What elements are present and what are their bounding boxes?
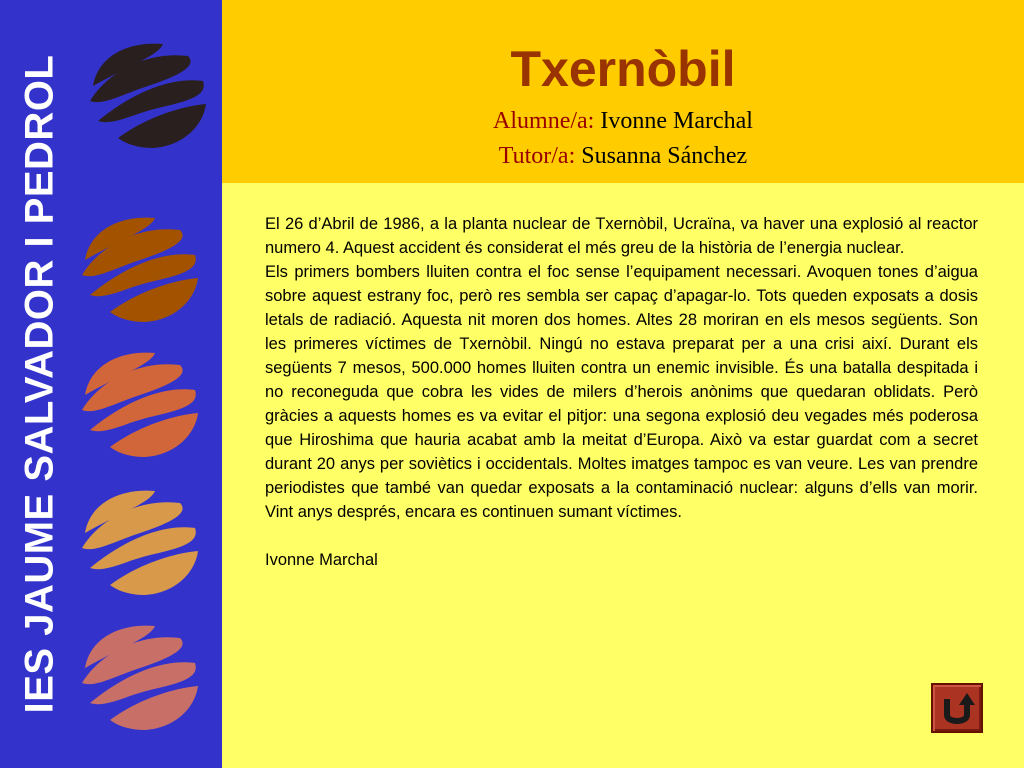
tutor-label: Tutor/a: [498, 143, 576, 169]
logo-icon-5 [82, 626, 198, 730]
page-title: Txernòbil [510, 41, 736, 97]
school-logos [0, 0, 222, 768]
logo-icon-1 [90, 44, 206, 148]
logo-icon-2 [82, 218, 198, 322]
logo-icon-3 [82, 353, 198, 457]
paragraph-main: Els primers bombers lluiten contra el foc sense l’equipament necessari. Avoquen tones d’aigua sobre aquest estrany foc, però res sembla ser capaç d’apagar-lo. Tots queden exposats a dosis letals de radiació. Aquesta nit moren dos homes. Altes 28 moriran en els mesos següents. Son les primeres víctimes de Txernòbil. Ningú no estava preparat per a una crisi així. Durant els següents 7 mesos, 500.000 homes lluiten contra un enemic invisible. És una batalla despitada i no reconeguda que cobra les vides de milers d’herois anònims que quedaran oblidats. Però gràcies a aquests homes es va evitar el pitjor: una segona explosió deu vegades més poderosa que Hiroshima que hauria acabat amb la meitat d’Europa. Això va estar guardat com a secret durant 20 anys per soviètics i occidentals. Moltes imatges tampoc es van veure. Les van prendre periodistes que també van quedar exposats a la contaminació nuclear: alguns d’ells van morir. Vint anys després, encara es continuen sumant víctimes. [265, 263, 978, 521]
logo-icon-4 [82, 491, 198, 595]
paragraph-intro: El 26 d’Abril de 1986, a la planta nuclear de Txernòbil, Ucraïna, va haver una explosió al reactor numero 4. Aquest accident és considerat el més greu de la història de l’energia nuclear. [265, 215, 978, 257]
back-button[interactable] [931, 683, 983, 733]
header [222, 0, 1024, 183]
signature: Ivonne Marchal [265, 551, 378, 569]
school-name: IES JAUME SALVADOR I PEDROL [17, 54, 62, 714]
author-name: Ivonne Marchal [600, 108, 753, 134]
tutor-line [222, 143, 1024, 170]
return-arrow-icon [933, 685, 981, 731]
author-label: Alumne/a: [493, 108, 595, 134]
tutor-name: Susanna Sánchez [581, 143, 748, 169]
article-body [265, 212, 978, 572]
author-line [222, 108, 1024, 135]
sidebar [0, 0, 222, 768]
